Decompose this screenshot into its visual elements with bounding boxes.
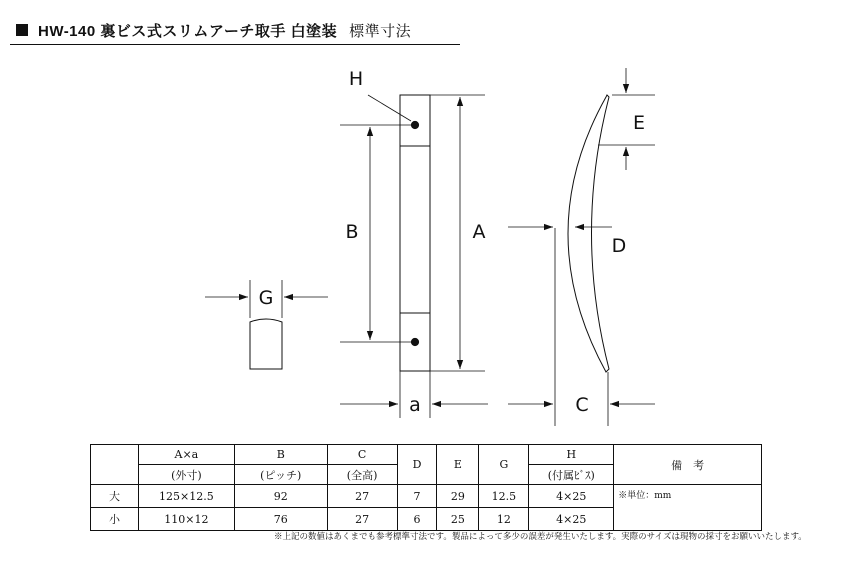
footnote: ※上記の数値はあくまでも参考標準寸法です。製品によって多少の誤差が発生いたします。実際のサイズは現物の採寸をお願いいたします。 <box>274 532 807 542</box>
table-header-row <box>91 445 762 465</box>
cell-e: 25 <box>437 508 479 531</box>
header-h: H <box>529 445 614 465</box>
upper-screw-hole <box>411 121 418 128</box>
header-remarks: 備 考 <box>614 445 762 485</box>
header-b-sub: (ピッチ) <box>234 465 327 485</box>
handle-front-outline <box>400 95 430 371</box>
cell-d: 7 <box>397 485 437 508</box>
label-D: D <box>611 235 627 257</box>
header-h-sub: (付属ﾋﾞｽ) <box>529 465 614 485</box>
front-view <box>400 95 430 371</box>
cell-e: 29 <box>437 485 479 508</box>
cell-c: 27 <box>327 508 397 531</box>
front-view-dimensions <box>340 95 488 418</box>
cell-axa: 110×12 <box>138 508 234 531</box>
row-name: 大 <box>91 485 139 508</box>
cell-b: 76 <box>234 508 327 531</box>
leader-line-H <box>368 95 411 121</box>
cell-g: 12 <box>479 508 529 531</box>
product-title: HW-140 裏ビス式スリムアーチ取手 白塗装 <box>38 22 338 40</box>
row-name: 小 <box>91 508 139 531</box>
header-axa: A×a <box>138 445 234 465</box>
header-d: D <box>397 445 437 485</box>
cell-h: 4×25 <box>529 508 614 531</box>
end-profile-outline <box>250 319 282 369</box>
label-E: E <box>632 112 646 134</box>
cell-b: 92 <box>234 485 327 508</box>
header-g: G <box>479 445 529 485</box>
header-e: E <box>437 445 479 485</box>
end-view <box>250 319 282 369</box>
label-H: H <box>348 68 364 90</box>
label-A: A <box>472 221 486 243</box>
cell-d: 6 <box>397 508 437 531</box>
cell-axa: 125×12.5 <box>138 485 234 508</box>
spec-table <box>90 444 762 531</box>
label-G: G <box>258 287 274 309</box>
header-b: B <box>234 445 327 465</box>
header-type <box>91 445 139 485</box>
header-c: C <box>327 445 397 465</box>
header-c-sub: (全高) <box>327 465 397 485</box>
header-axa-sub: (外寸) <box>138 465 234 485</box>
arch-profile-outline <box>568 95 609 372</box>
table-row <box>91 485 762 508</box>
side-view <box>568 95 609 372</box>
title-subtitle: 標準寸法 <box>349 21 412 40</box>
label-C: C <box>575 394 589 416</box>
cell-h: 4×25 <box>529 485 614 508</box>
cell-g: 12.5 <box>479 485 529 508</box>
label-B: B <box>345 221 359 243</box>
remarks-unit-note: ※単位：mm <box>614 485 762 531</box>
label-a: a <box>409 394 421 416</box>
lower-screw-hole <box>411 338 418 345</box>
cell-c: 27 <box>327 485 397 508</box>
